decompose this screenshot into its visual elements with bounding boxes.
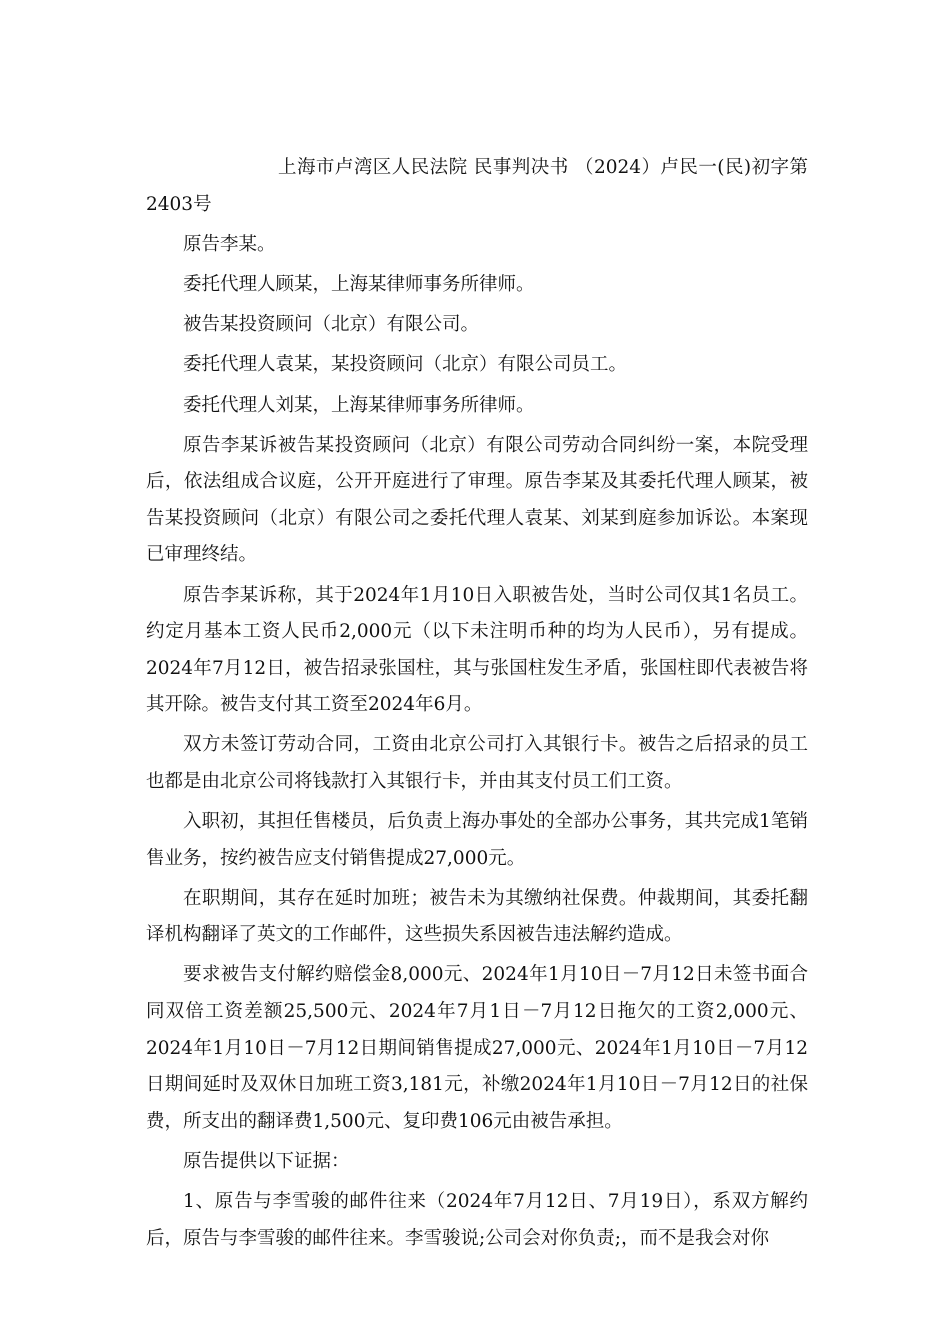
paragraph-evidence-1: 1、原告与李雪骏的邮件往来（2024年7月12日、7月19日），系双方解约后，原告与李雪骏的邮件往来。李雪骏说;公司会对你负责;，而不是我会对你 bbox=[146, 1191, 808, 1249]
paragraph-plaintiff: 原告李某。 bbox=[183, 234, 276, 256]
paragraph-overtime: 在职期间，其存在延时加班；被告未为其缴纳社保费。仲裁期间，其委托翻译机构翻译了英文的工作邮件，这些损失系因被告违法解约造成。 bbox=[146, 887, 808, 946]
paragraph-plaintiff-claim: 原告李某诉称，其于2024年1月10日入职被告处，当时公司仅其1名员工。约定月基本工资人民币2,000元（以下未注明币种的均为人民币），另有提成。2024年7月12日，被告招录张国柱，其与张国柱发生矛盾，张国柱即代表被告将其开除。被告支付其工资至2024年6月。 bbox=[146, 584, 808, 716]
paragraph-plaintiff-agent: 委托代理人顾某，上海某律师事务所律师。 bbox=[183, 274, 535, 296]
paragraph-defendant-agent-2: 委托代理人刘某，上海某律师事务所律师。 bbox=[183, 394, 535, 416]
judgment-title: 上海市卢湾区人民法院 民事判决书 （2024）卢民一(民)初字第2403号 bbox=[146, 157, 808, 215]
document-body bbox=[146, 150, 808, 1261]
paragraph-defendant-agent-1: 委托代理人袁某，某投资顾问（北京）有限公司员工。 bbox=[183, 354, 628, 376]
paragraph-job-duties: 入职初，其担任售楼员，后负责上海办事处的全部办公事务，其共完成1笔销售业务，按约被告应支付销售提成27,000元。 bbox=[146, 811, 808, 869]
paragraph-no-contract: 双方未签订劳动合同，工资由北京公司打入其银行卡。被告之后招录的员工也都是由北京公司将钱款打入其银行卡，并由其支付员工们工资。 bbox=[146, 734, 808, 792]
paragraph-demands: 要求被告支付解约赔偿金8,000元、2024年1月10日－7月12日未签书面合同双倍工资差额25,500元、2024年7月1日－7月12日拖欠的工资2,000元、2024年1月10日－7月12日期间销售提成27,000元、2024年1月10日－7月12日期间延时及双休日加班工资3,181元，补缴2024年1月10日－7月12日的社保费，所支出的翻译费1,500元、复印费106元由被告承担。 bbox=[146, 964, 808, 1132]
paragraph-evidence-heading: 原告提供以下证据： bbox=[183, 1150, 350, 1172]
paragraph-defendant: 被告某投资顾问（北京）有限公司。 bbox=[183, 314, 480, 336]
paragraph-case-intro: 原告李某诉被告某投资顾问（北京）有限公司劳动合同纠纷一案，本院受理后，依法组成合议庭，公开开庭进行了审理。原告李某及其委托代理人顾某，被告某投资顾问（北京）有限公司之委托代理人袁某、刘某到庭参加诉讼。本案现已审理终结。 bbox=[146, 434, 808, 566]
